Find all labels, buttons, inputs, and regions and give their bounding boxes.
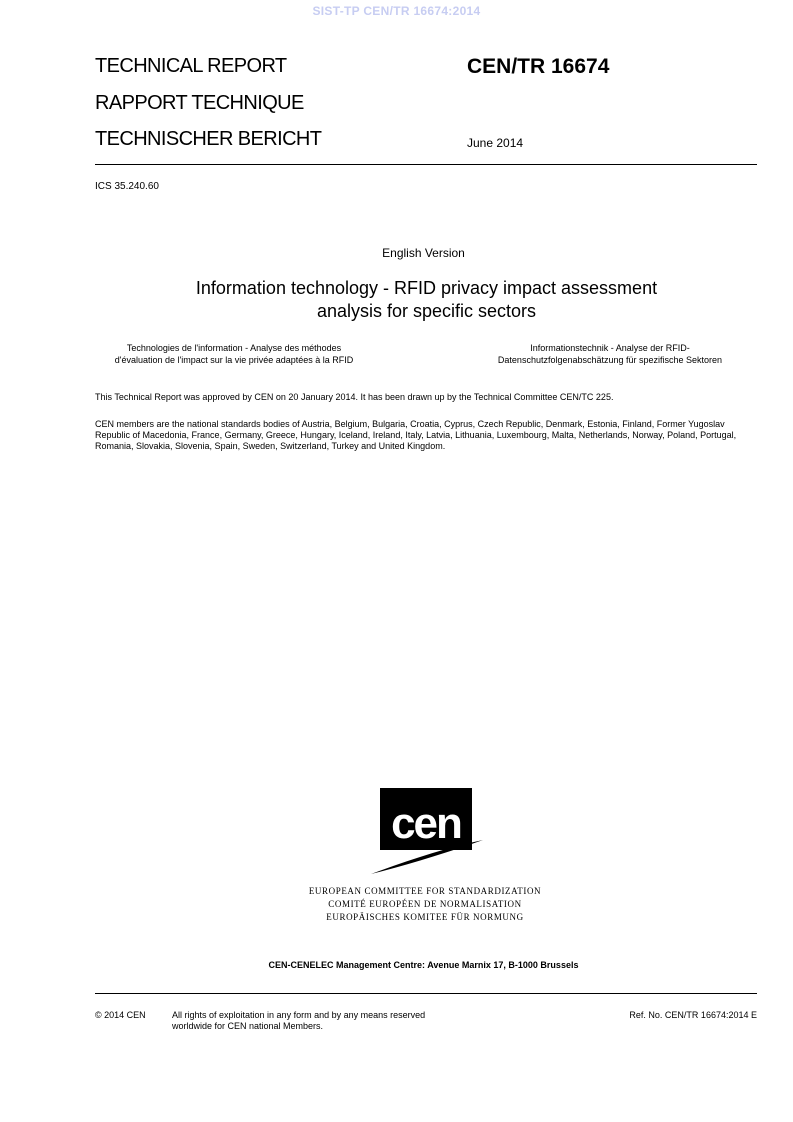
- header-divider: [95, 164, 757, 165]
- german-title: [456, 342, 764, 366]
- german-title-line-2: Datenschutzfolgenabschätzung für spezifische Sektoren: [497, 355, 723, 365]
- french-title-line-1: Technologies de l'information - Analyse des méthodes: [126, 343, 342, 353]
- title-line-2: analysis for specific sectors: [316, 301, 537, 321]
- approval-statement: This Technical Report was approved by CEN on 20 January 2014. It has been drawn up by the Technical Committee CEN/TC 225.: [95, 392, 614, 402]
- report-type-en: TECHNICAL REPORT: [95, 55, 287, 77]
- reference-number: Ref. No. CEN/TR 16674:2014 E: [629, 1010, 757, 1020]
- watermark: SIST-TP CEN/TR 16674:2014: [312, 4, 481, 18]
- german-title-line-1: Informationstechnik - Analyse der RFID-: [530, 343, 690, 353]
- publication-date: June 2014: [467, 136, 524, 150]
- cen-logo-text: cen: [391, 799, 461, 848]
- org-name-de: EUROPÄISCHES KOMITEE FÜR NORMUNG: [326, 912, 524, 922]
- management-centre-address: CEN-CENELEC Management Centre: Avenue Marnix 17, B-1000 Brussels: [268, 960, 579, 970]
- language-version: English Version: [382, 246, 465, 260]
- ics-code: ICS 35.240.60: [95, 181, 159, 192]
- copyright: © 2014 CEN: [95, 1010, 146, 1020]
- cen-members-statement: CEN members are the national standards bodies of Austria, Belgium, Bulgaria, Croatia, Cyprus, Czech Republic, Denmark, Estonia, Finland, Former Yugoslav Republic of Macedonia, France, Germany, Greece, Hungary, Iceland, Ireland, Italy, Latvia, Lithuania, Luxembourg, Malta, Netherlands, Norway, Poland, Portugal, Romania, Slovakia, Slovenia, Spain, Sweden, Switzerland, Turkey and United Kingdom.: [95, 419, 737, 451]
- rights-line-1: All rights of exploitation in any form and by any means reserved: [172, 1010, 426, 1020]
- footer-divider: [95, 993, 757, 994]
- rights-line-2: worldwide for CEN national Members.: [172, 1021, 324, 1031]
- french-title-line-2: d'évaluation de l'impact sur la vie privée adaptées à la RFID: [114, 355, 354, 365]
- cen-logo: [371, 788, 483, 876]
- report-type-de: TECHNISCHER BERICHT: [95, 128, 322, 150]
- report-type-fr: RAPPORT TECHNIQUE: [95, 92, 304, 114]
- org-name-en: EUROPEAN COMMITTEE FOR STANDARDIZATION: [308, 886, 542, 896]
- document-number: CEN/TR 16674: [467, 55, 610, 78]
- title-line-1: Information technology - RFID privacy impact assessment: [195, 278, 658, 298]
- document-title: [0, 277, 793, 323]
- org-name-fr: COMITÉ EUROPÉEN DE NORMALISATION: [328, 899, 522, 909]
- rights-statement: [172, 1010, 425, 1032]
- french-title: [88, 342, 380, 366]
